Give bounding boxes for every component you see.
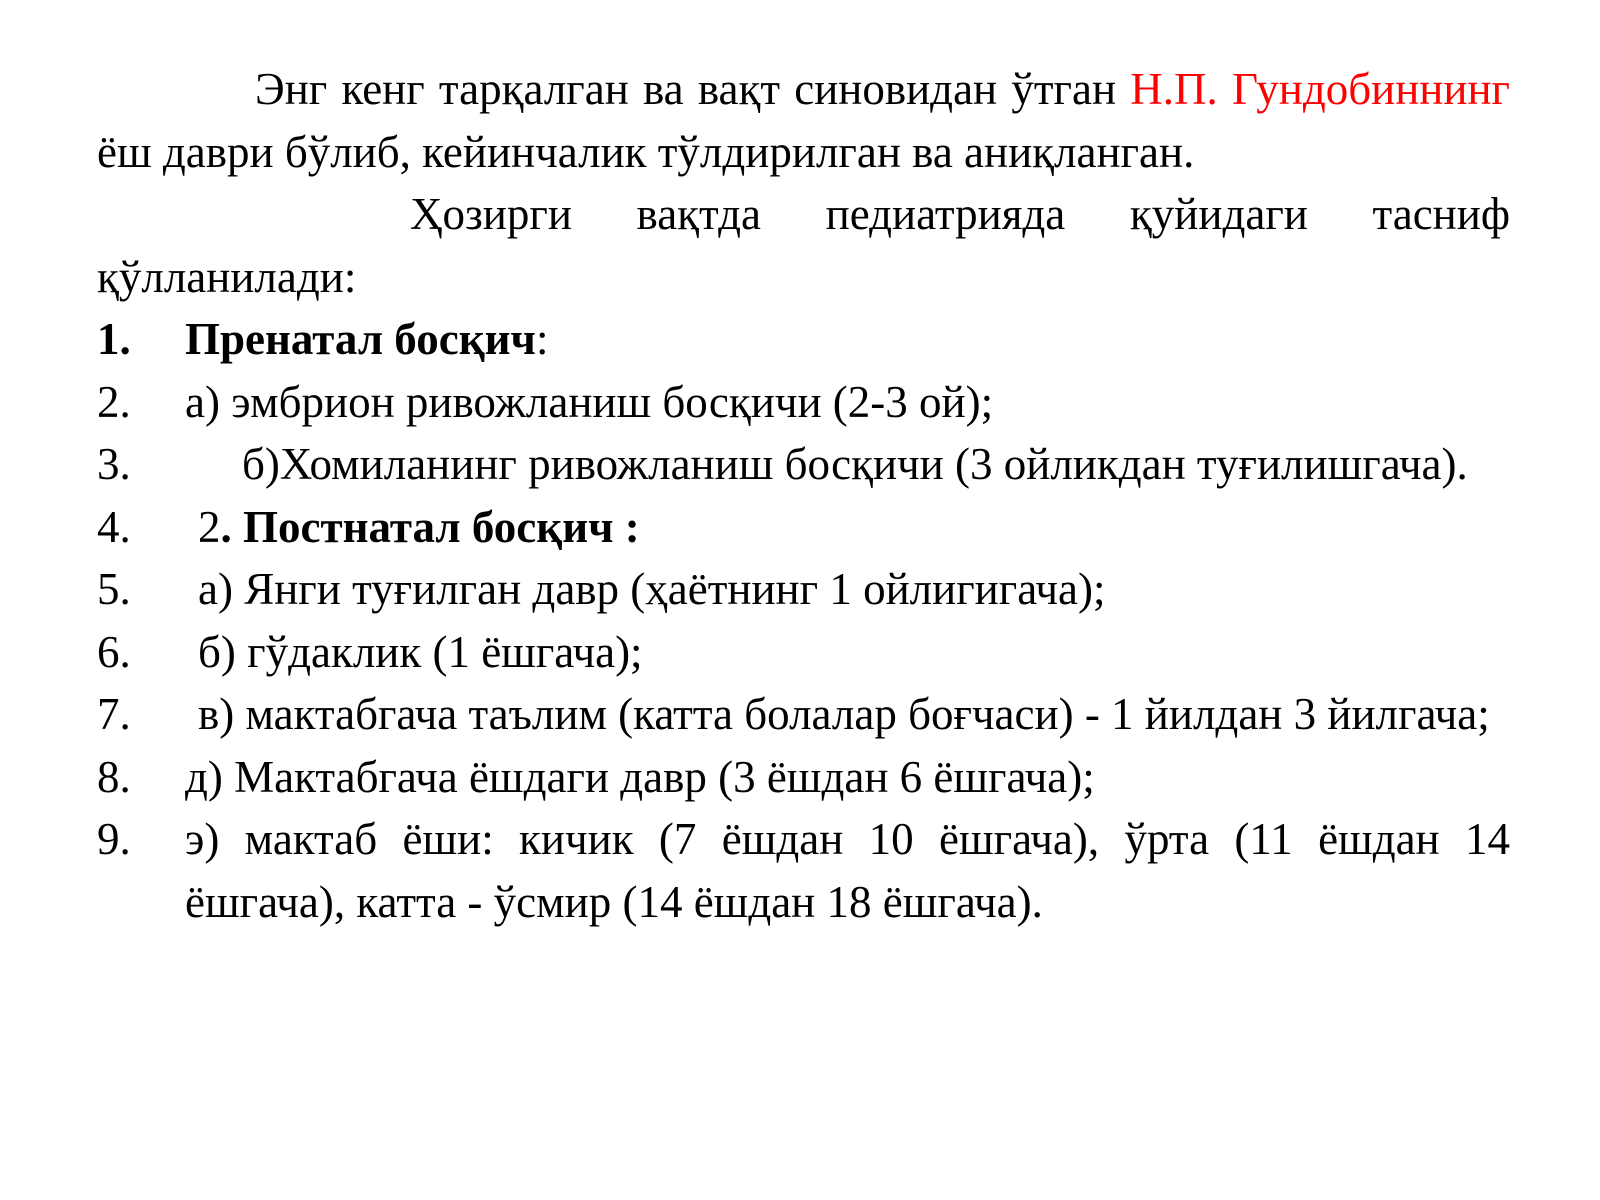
list-number: 5. — [97, 564, 131, 614]
list-number: 2. — [97, 376, 131, 427]
list-number: 6. — [97, 626, 131, 677]
intro-text-start: Энг кенг тарқалган ва вақт синовидан ўтган — [255, 64, 1131, 114]
list-text — [185, 433, 1510, 496]
list-number: 7. — [97, 689, 131, 739]
list-text: э) мактаб ёши: кичик (7 ёшдан 10 ёшгача), ўрта (11 ёшдан 14 ёшгача), катта - ўсмир (14 ёшдан 18 ёшгача). — [185, 814, 1510, 927]
list-text-content: а) Янги туғилган давр (ҳаётнинг 1 ойлигигача); — [198, 564, 1106, 614]
list-text: а) эмбрион ривожланиш босқичи (2-3 ой); — [185, 376, 994, 427]
intro-paragraph — [97, 58, 1510, 183]
list-text-content: б)Хомиланинг ривожланиш босқичи (3 ойликдан туғилишгача). — [242, 439, 1468, 489]
list-number: 4. — [97, 501, 131, 552]
list-item-7 — [97, 683, 1510, 746]
list-item-2 — [97, 371, 1510, 434]
list-text — [185, 308, 1510, 371]
prenatal-colon: : — [535, 314, 549, 364]
document-page — [97, 58, 1510, 933]
list-number: 8. — [97, 751, 131, 802]
prenatal-heading: Пренатал босқич — [185, 314, 536, 364]
list-text — [185, 683, 1510, 746]
list-item-3 — [97, 433, 1510, 496]
author-surname: Гундобиннинг — [1231, 64, 1510, 114]
list-text-content: в) мактабгача таълим (катта болалар боғчаси) - 1 йилдан 3 йилгача; — [198, 689, 1490, 739]
postnatal-heading: . Постнатал босқич : — [220, 501, 640, 552]
list-item-9 — [97, 808, 1510, 933]
list-item-5 — [97, 558, 1510, 621]
intro-text-end: ёш даври бўлиб, кейинчалик тўлдирилган ва аниқланган. — [97, 126, 1195, 177]
postnatal-number: 2 — [198, 501, 221, 552]
classification-intro: Ҳозирги вақтда педиатрияда қуйидаги тасниф қўлланилади: — [97, 189, 1510, 302]
list-item-8 — [97, 746, 1510, 809]
list-item-1 — [97, 308, 1510, 371]
classification-list — [97, 308, 1510, 933]
list-text — [185, 621, 1510, 684]
list-item-6 — [97, 621, 1510, 684]
list-text: д) Мактабгача ёшдаги давр (3 ёшдан 6 ёшгача); — [185, 751, 1095, 802]
list-number: 1. — [97, 314, 131, 364]
list-text-content: б) гўдаклик (1 ёшгача); — [198, 626, 643, 677]
author-initials: Н.П. — [1130, 64, 1218, 114]
list-text — [185, 558, 1510, 621]
list-item-4 — [97, 496, 1510, 559]
list-text — [185, 496, 1510, 559]
list-number: 3. — [97, 439, 131, 489]
list-number: 9. — [97, 814, 131, 864]
intro-space — [1218, 64, 1232, 114]
